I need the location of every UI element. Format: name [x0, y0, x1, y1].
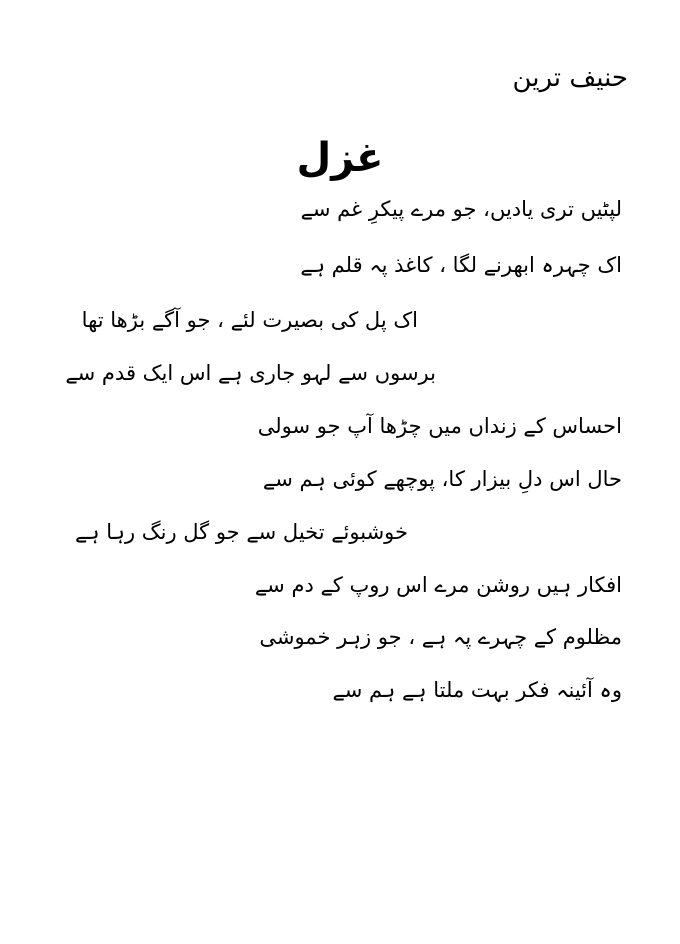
- verse-line: افکار ہیں روشن مرے اس روپ کے دم سے: [254, 573, 622, 597]
- verse-line: اک پل کی بصیرت لئے ، جو آگے بڑھا تھا: [81, 308, 418, 332]
- verse-line: خوشبوئے تخیل سے جو گل رنگ رہا ہے: [75, 520, 408, 544]
- verse-line: برسوں سے لہو جاری ہے اس ایک قدم سے: [65, 361, 436, 385]
- verse-line: اک چہرہ ابھرنے لگا ، کاغذ پہ قلم ہے: [300, 253, 622, 277]
- verse-line: لپٹیں تری یادیں، جو مرے پیکرِ غم سے: [300, 197, 622, 221]
- verse-line: مظلوم کے چہرے پہ ہے ، جو زہر خموشی: [259, 625, 622, 649]
- verse-line: احساس کے زنداں میں چڑھا آپ جو سولی: [257, 414, 622, 438]
- poem-title: غزل: [296, 135, 384, 181]
- verse-line: حال اس دلِ بیزار کا، پوچھے کوئی ہم سے: [262, 467, 622, 491]
- verse-line: وہ آئینہ فکر بہت ملتا ہے ہم سے: [332, 678, 622, 702]
- author-name: حنیف ترین: [512, 63, 628, 93]
